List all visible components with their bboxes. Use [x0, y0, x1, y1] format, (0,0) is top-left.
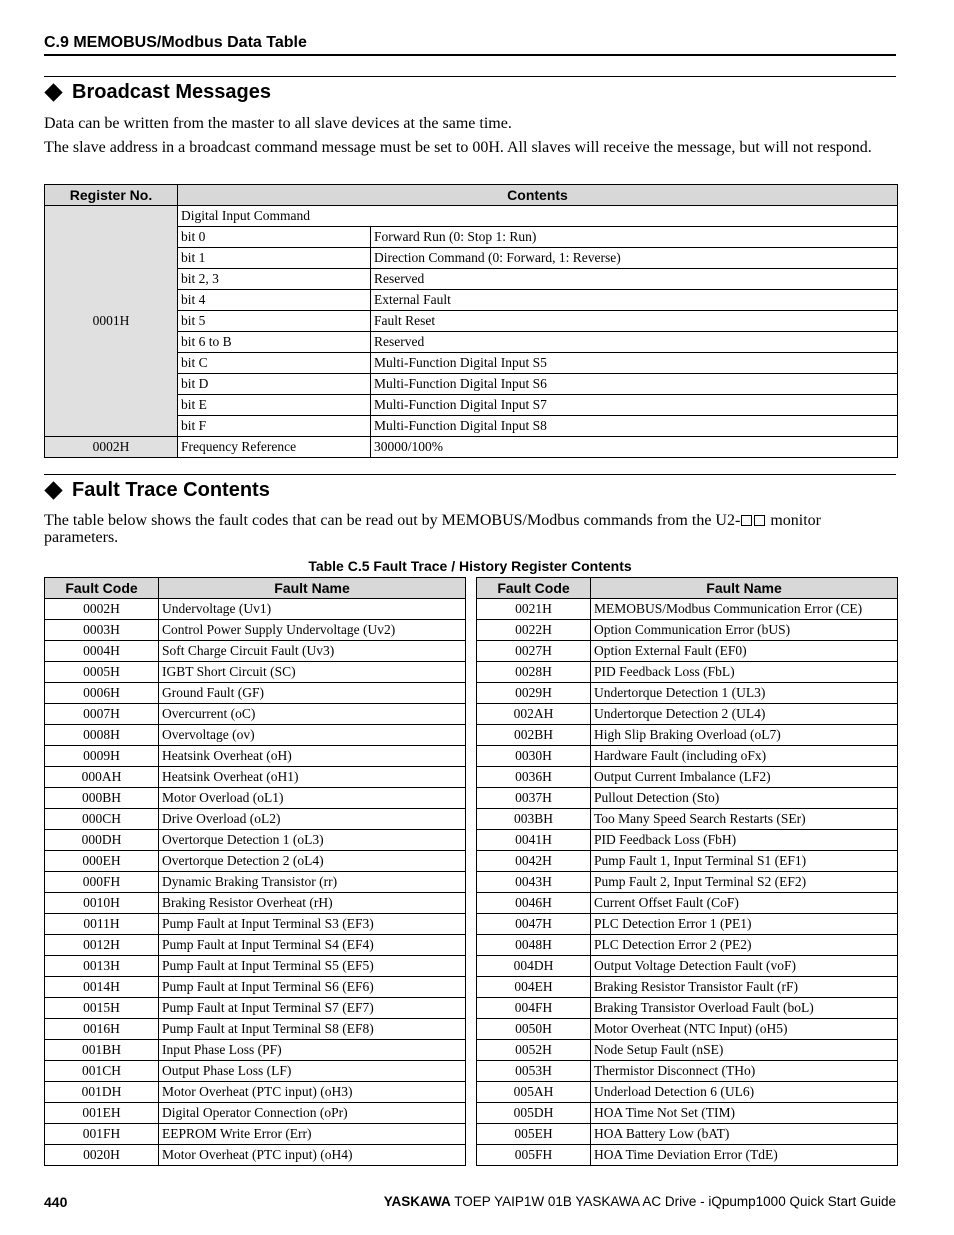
fault-name: Pump Fault 2, Input Terminal S2 (EF2)	[591, 872, 898, 893]
broadcast-title: Broadcast Messages	[72, 81, 271, 103]
table-row	[477, 1103, 898, 1124]
fault-code: 001FH	[45, 1124, 159, 1145]
fault-code: 0037H	[477, 788, 591, 809]
fault-table-right	[476, 577, 898, 1166]
fault-code: 000DH	[45, 830, 159, 851]
broadcast-para-2: The slave address in a broadcast command message must be set to 00H. All slaves will receive the message, but will not respond.	[44, 139, 872, 156]
table-row	[45, 1124, 466, 1145]
fault-name: MEMOBUS/Modbus Communication Error (CE)	[591, 599, 898, 620]
fault-code: 0046H	[477, 893, 591, 914]
col-header-fault-code: Fault Code	[477, 578, 591, 599]
table-row	[45, 1082, 466, 1103]
fault-name: Heatsink Overheat (oH1)	[159, 767, 466, 788]
table-row	[45, 830, 466, 851]
table-row	[45, 746, 466, 767]
fault-name: Too Many Speed Search Restarts (SEr)	[591, 809, 898, 830]
table-row	[45, 872, 466, 893]
bit-label: bit E	[178, 395, 371, 416]
col-header-fault-name: Fault Name	[591, 578, 898, 599]
fault-code: 0053H	[477, 1061, 591, 1082]
table-row	[477, 1019, 898, 1040]
table-row	[45, 767, 466, 788]
broadcast-heading	[44, 81, 271, 104]
fault-name: Dynamic Braking Transistor (rr)	[159, 872, 466, 893]
fault-code: 0020H	[45, 1145, 159, 1166]
table-row	[45, 851, 466, 872]
fault-code: 002BH	[477, 725, 591, 746]
table-row	[477, 725, 898, 746]
fault-name: HOA Battery Low (bAT)	[591, 1124, 898, 1145]
table-row	[477, 830, 898, 851]
para-text: monitor parameters.	[44, 512, 821, 546]
table-row	[45, 914, 466, 935]
fault-name: Output Phase Loss (LF)	[159, 1061, 466, 1082]
table-row	[477, 746, 898, 767]
fault-code: 0052H	[477, 1040, 591, 1061]
fault-code: 005AH	[477, 1082, 591, 1103]
table-row	[477, 851, 898, 872]
col-header-fault-code: Fault Code	[45, 578, 159, 599]
table-row	[45, 935, 466, 956]
fault-name: Braking Transistor Overload Fault (boL)	[591, 998, 898, 1019]
table-row	[477, 935, 898, 956]
fault-name: EEPROM Write Error (Err)	[159, 1124, 466, 1145]
divider	[44, 76, 896, 77]
fault-name: Ground Fault (GF)	[159, 683, 466, 704]
fault-name: Motor Overheat (NTC Input) (oH5)	[591, 1019, 898, 1040]
bit-desc: Direction Command (0: Forward, 1: Reverse)	[371, 248, 898, 269]
fault-name: Braking Resistor Transistor Fault (rF)	[591, 977, 898, 998]
bit-desc: Multi-Function Digital Input S6	[371, 374, 898, 395]
fault-name: Motor Overload (oL1)	[159, 788, 466, 809]
fault-code: 000CH	[45, 809, 159, 830]
footer-doc	[384, 1194, 896, 1209]
placeholder-box-icon	[754, 515, 765, 526]
fault-code: 003BH	[477, 809, 591, 830]
bit-label: bit 1	[178, 248, 371, 269]
fault-name: Overvoltage (ov)	[159, 725, 466, 746]
table-row	[45, 1040, 466, 1061]
col-header-fault-name: Fault Name	[159, 578, 466, 599]
table-row	[477, 1061, 898, 1082]
fault-code: 0021H	[477, 599, 591, 620]
fault-code: 0013H	[45, 956, 159, 977]
table-row	[477, 1124, 898, 1145]
col-header-contents: Contents	[178, 185, 898, 206]
fault-code: 0005H	[45, 662, 159, 683]
diamond-bullet-icon	[44, 83, 62, 101]
table-row	[45, 1061, 466, 1082]
table-row	[45, 599, 466, 620]
fault-name: Option External Fault (EF0)	[591, 641, 898, 662]
fault-trace-heading	[44, 479, 270, 502]
table-row	[45, 809, 466, 830]
fault-name: Motor Overheat (PTC input) (oH4)	[159, 1145, 466, 1166]
bit-label: bit D	[178, 374, 371, 395]
fault-name: Overtorque Detection 1 (oL3)	[159, 830, 466, 851]
fault-name: HOA Time Deviation Error (TdE)	[591, 1145, 898, 1166]
table-row	[477, 1082, 898, 1103]
register-name: Frequency Reference	[178, 437, 371, 458]
table-row	[477, 620, 898, 641]
table-row	[477, 767, 898, 788]
table-row	[477, 998, 898, 1019]
fault-name: Pump Fault at Input Terminal S8 (EF8)	[159, 1019, 466, 1040]
page-number: 440	[44, 1194, 68, 1210]
register-value: 30000/100%	[371, 437, 898, 458]
table-row	[477, 788, 898, 809]
fault-code: 0010H	[45, 893, 159, 914]
fault-name: Current Offset Fault (CoF)	[591, 893, 898, 914]
fault-name: Heatsink Overheat (oH)	[159, 746, 466, 767]
table-row	[477, 641, 898, 662]
divider	[44, 474, 896, 475]
bit-desc: External Fault	[371, 290, 898, 311]
table-row	[45, 1019, 466, 1040]
table-row	[477, 1040, 898, 1061]
section-header: C.9 MEMOBUS/Modbus Data Table	[44, 34, 307, 51]
fault-name: Pump Fault 1, Input Terminal S1 (EF1)	[591, 851, 898, 872]
table-row	[477, 704, 898, 725]
fault-code: 0050H	[477, 1019, 591, 1040]
broadcast-table	[44, 184, 898, 458]
fault-name: Digital Operator Connection (oPr)	[159, 1103, 466, 1124]
table-row	[45, 893, 466, 914]
fault-code: 004FH	[477, 998, 591, 1019]
table-row	[45, 641, 466, 662]
fault-code: 005EH	[477, 1124, 591, 1145]
footer-doc-title: TOEP YAIP1W 01B YASKAWA AC Drive - iQpump1000 Quick Start Guide	[450, 1194, 896, 1209]
bit-desc: Multi-Function Digital Input S7	[371, 395, 898, 416]
fault-code: 0047H	[477, 914, 591, 935]
bit-desc: Forward Run (0: Stop 1: Run)	[371, 227, 898, 248]
fault-code: 0048H	[477, 935, 591, 956]
fault-name: Undertorque Detection 2 (UL4)	[591, 704, 898, 725]
bit-label: bit F	[178, 416, 371, 437]
table-row	[477, 872, 898, 893]
fault-name: Option Communication Error (bUS)	[591, 620, 898, 641]
fault-code: 002AH	[477, 704, 591, 725]
diamond-bullet-icon	[44, 481, 62, 499]
fault-name: Motor Overheat (PTC input) (oH3)	[159, 1082, 466, 1103]
table-row	[477, 977, 898, 998]
fault-name: Undervoltage (Uv1)	[159, 599, 466, 620]
fault-code: 004EH	[477, 977, 591, 998]
fault-code: 0014H	[45, 977, 159, 998]
fault-code: 0041H	[477, 830, 591, 851]
fault-name: Braking Resistor Overheat (rH)	[159, 893, 466, 914]
bit-desc: Multi-Function Digital Input S5	[371, 353, 898, 374]
table-row	[477, 893, 898, 914]
fault-code: 0028H	[477, 662, 591, 683]
fault-code: 0043H	[477, 872, 591, 893]
fault-name: Underload Detection 6 (UL6)	[591, 1082, 898, 1103]
fault-name: PLC Detection Error 1 (PE1)	[591, 914, 898, 935]
fault-code: 0042H	[477, 851, 591, 872]
fault-trace-title: Fault Trace Contents	[72, 479, 270, 501]
table-row	[45, 998, 466, 1019]
table-caption: Table C.5 Fault Trace / History Register Contents	[308, 558, 632, 574]
table-row	[45, 683, 466, 704]
fault-code: 0022H	[477, 620, 591, 641]
table-row	[477, 956, 898, 977]
bit-desc: Reserved	[371, 269, 898, 290]
fault-code: 001BH	[45, 1040, 159, 1061]
fault-code: 0009H	[45, 746, 159, 767]
fault-name: Pump Fault at Input Terminal S4 (EF4)	[159, 935, 466, 956]
fault-name: HOA Time Not Set (TIM)	[591, 1103, 898, 1124]
bit-desc: Fault Reset	[371, 311, 898, 332]
fault-name: Pullout Detection (Sto)	[591, 788, 898, 809]
fault-name: Pump Fault at Input Terminal S7 (EF7)	[159, 998, 466, 1019]
fault-name: Pump Fault at Input Terminal S5 (EF5)	[159, 956, 466, 977]
bit-desc: Multi-Function Digital Input S8	[371, 416, 898, 437]
placeholder-box-icon	[741, 515, 752, 526]
fault-name: Undertorque Detection 1 (UL3)	[591, 683, 898, 704]
table-row	[477, 914, 898, 935]
bit-label: bit 0	[178, 227, 371, 248]
fault-code: 0006H	[45, 683, 159, 704]
fault-code: 000AH	[45, 767, 159, 788]
fault-table-left	[44, 577, 466, 1166]
table-row	[477, 1145, 898, 1166]
para-text: The table below shows the fault codes that can be read out by MEMOBUS/Modbus commands from the U2-	[44, 512, 741, 529]
fault-code: 0007H	[45, 704, 159, 725]
fault-name: Overcurrent (oC)	[159, 704, 466, 725]
fault-code: 000FH	[45, 872, 159, 893]
table-row	[45, 1103, 466, 1124]
table-row	[45, 1145, 466, 1166]
fault-code: 0016H	[45, 1019, 159, 1040]
fault-name: Overtorque Detection 2 (oL4)	[159, 851, 466, 872]
table-row	[45, 788, 466, 809]
fault-code: 001EH	[45, 1103, 159, 1124]
bit-label: bit 6 to B	[178, 332, 371, 353]
fault-name: Control Power Supply Undervoltage (Uv2)	[159, 620, 466, 641]
fault-code: 0030H	[477, 746, 591, 767]
table-row	[45, 620, 466, 641]
fault-code: 005DH	[477, 1103, 591, 1124]
fault-code: 0008H	[45, 725, 159, 746]
fault-code: 0036H	[477, 767, 591, 788]
bit-label: bit 4	[178, 290, 371, 311]
fault-code: 001CH	[45, 1061, 159, 1082]
table-row	[477, 683, 898, 704]
fault-code: 0029H	[477, 683, 591, 704]
table-row	[477, 809, 898, 830]
fault-trace-para	[44, 512, 896, 546]
fault-code: 0004H	[45, 641, 159, 662]
fault-code: 004DH	[477, 956, 591, 977]
fault-code: 005FH	[477, 1145, 591, 1166]
fault-code: 0003H	[45, 620, 159, 641]
fault-code: 0027H	[477, 641, 591, 662]
fault-name: Thermistor Disconnect (THo)	[591, 1061, 898, 1082]
register-0001h: 0001H	[45, 206, 178, 437]
fault-name: High Slip Braking Overload (oL7)	[591, 725, 898, 746]
register-title: Digital Input Command	[178, 206, 898, 227]
table-row	[45, 437, 898, 458]
fault-code: 001DH	[45, 1082, 159, 1103]
register-0002h: 0002H	[45, 437, 178, 458]
fault-code: 0002H	[45, 599, 159, 620]
bit-desc: Reserved	[371, 332, 898, 353]
broadcast-para-1: Data can be written from the master to all slave devices at the same time.	[44, 115, 512, 132]
bit-label: bit 2, 3	[178, 269, 371, 290]
table-row	[477, 662, 898, 683]
bit-label: bit 5	[178, 311, 371, 332]
table-row	[45, 977, 466, 998]
footer-brand: YASKAWA	[383, 1194, 451, 1209]
table-row	[45, 662, 466, 683]
fault-name: Pump Fault at Input Terminal S6 (EF6)	[159, 977, 466, 998]
fault-name: Drive Overload (oL2)	[159, 809, 466, 830]
fault-name: PID Feedback Loss (FbH)	[591, 830, 898, 851]
fault-code: 000EH	[45, 851, 159, 872]
fault-name: Hardware Fault (including oFx)	[591, 746, 898, 767]
fault-name: Node Setup Fault (nSE)	[591, 1040, 898, 1061]
table-row	[45, 704, 466, 725]
fault-name: Input Phase Loss (PF)	[159, 1040, 466, 1061]
col-header-register: Register No.	[45, 185, 178, 206]
fault-name: PLC Detection Error 2 (PE2)	[591, 935, 898, 956]
fault-name: Output Voltage Detection Fault (voF)	[591, 956, 898, 977]
fault-code: 0012H	[45, 935, 159, 956]
table-row	[45, 956, 466, 977]
header-rule	[44, 54, 896, 56]
table-row	[477, 599, 898, 620]
fault-name: Output Current Imbalance (LF2)	[591, 767, 898, 788]
bit-label: bit C	[178, 353, 371, 374]
fault-code: 0011H	[45, 914, 159, 935]
fault-name: Pump Fault at Input Terminal S3 (EF3)	[159, 914, 466, 935]
fault-code: 0015H	[45, 998, 159, 1019]
table-row	[45, 725, 466, 746]
fault-name: IGBT Short Circuit (SC)	[159, 662, 466, 683]
fault-code: 000BH	[45, 788, 159, 809]
fault-name: PID Feedback Loss (FbL)	[591, 662, 898, 683]
fault-name: Soft Charge Circuit Fault (Uv3)	[159, 641, 466, 662]
